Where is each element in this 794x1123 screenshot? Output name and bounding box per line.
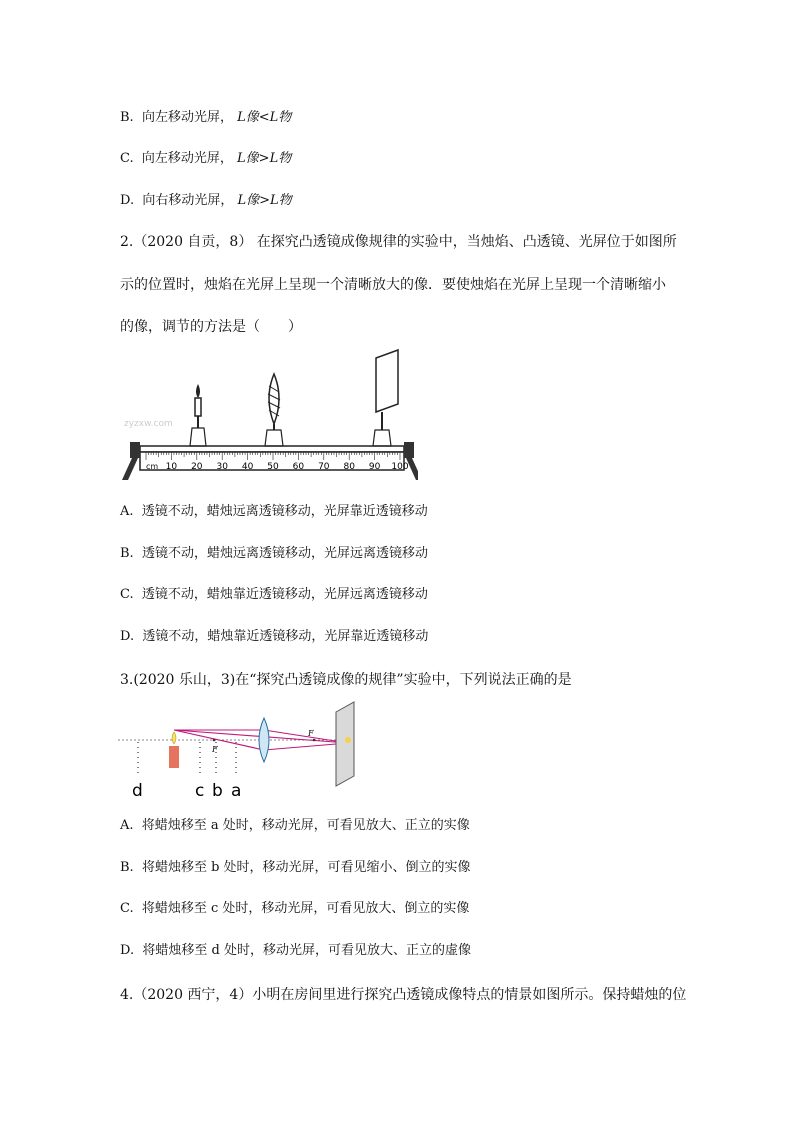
scale-label: 40 xyxy=(241,462,254,472)
scale-label: 10 xyxy=(165,462,178,472)
option-text: 将蜡烛移至 c 处时，移动光屏，可看见放大、倒立的实像 xyxy=(141,901,470,916)
option-relation: L像<L物 xyxy=(237,110,292,125)
position-label-a: a xyxy=(231,781,242,800)
bench-rail xyxy=(122,442,418,480)
scale-label: 90 xyxy=(368,462,381,472)
option-relation: L像>L物 xyxy=(237,193,292,208)
unit-label: cm xyxy=(146,462,159,471)
watermark: zyzxw.com xyxy=(124,419,173,429)
q2-stem-line3: 的像，调节的方法是（ ） xyxy=(120,319,302,335)
ray-diagram-figure xyxy=(118,700,378,800)
q2-stem-line1: 2.（2020 自贡，8） 在探究凸透镜成像规律的实验中，当烛焰、凸透镜、光屏位于如图所 xyxy=(120,234,677,250)
option-text: 透镜不动，蜡烛靠近透镜移动，光屏靠近透镜移动 xyxy=(142,629,429,644)
option-letter: B. xyxy=(120,860,134,875)
scale-label: 30 xyxy=(216,462,228,472)
option-letter: A. xyxy=(120,818,134,833)
option-letter: B. xyxy=(120,110,134,125)
q3-option-d xyxy=(120,942,471,960)
option-text: 向右移动光屏， xyxy=(142,193,234,208)
option-letter: C. xyxy=(120,151,134,166)
q3-option-b xyxy=(120,859,471,877)
convex-lens xyxy=(259,718,269,762)
position-label-d: d xyxy=(132,781,143,800)
option-letter: D. xyxy=(120,193,135,208)
q2-option-c xyxy=(120,586,428,604)
q2-option-b xyxy=(120,545,428,563)
scale-label: 20 xyxy=(191,462,203,472)
option-text: 将蜡烛移至 a 处时，移动光屏，可看见放大、正立的实像 xyxy=(141,818,470,833)
convex-lens xyxy=(265,374,283,446)
option-relation: L像>L物 xyxy=(237,151,292,166)
option-letter: C. xyxy=(120,587,134,602)
q1-option-c xyxy=(120,150,291,168)
option-letter: C. xyxy=(120,901,134,916)
q4-stem-line1: 4.（2020 西宁，4）小明在房间里进行探究凸透镜成像特点的情景如图所示。保持蜡烛的位 xyxy=(120,987,687,1003)
q2-option-a xyxy=(120,503,428,521)
option-text: 向左移动光屏， xyxy=(141,151,233,166)
option-text: 透镜不动，蜡烛远离透镜移动，光屏靠近透镜移动 xyxy=(141,504,428,519)
option-text: 透镜不动，蜡烛靠近透镜移动，光屏远离透镜移动 xyxy=(141,587,428,602)
scale-label: 80 xyxy=(343,462,355,472)
scale-label: 100 xyxy=(391,462,409,472)
option-text: 将蜡烛移至 d 处时，移动光屏，可看见放大、正立的虚像 xyxy=(142,943,471,958)
svg-text:F: F xyxy=(212,745,218,754)
scale-label: 60 xyxy=(292,462,305,472)
light-screen xyxy=(336,702,354,786)
candle xyxy=(169,746,179,768)
option-text: 透镜不动，蜡烛远离透镜移动，光屏远离透镜移动 xyxy=(141,546,428,561)
q3-stem: 3.(2020 乐山，3)在“探究凸透镜成像的规律”实验中，下列说法正确的是 xyxy=(120,672,572,688)
q3-option-c xyxy=(120,900,469,918)
option-letter: A. xyxy=(120,504,134,519)
option-letter: B. xyxy=(120,546,134,561)
position-label-c: c xyxy=(195,781,205,800)
svg-text:F: F xyxy=(308,729,314,738)
q1-option-b xyxy=(120,109,291,127)
option-text: 向左移动光屏， xyxy=(141,110,233,125)
option-letter: D. xyxy=(120,943,135,958)
q1-option-d xyxy=(120,192,292,210)
option-letter: D. xyxy=(120,629,135,644)
position-label-b: b xyxy=(212,781,223,800)
q2-stem-line2: 示的位置时，烛焰在光屏上呈现一个清晰放大的像．要使烛焰在光屏上呈现一个清晰缩小 xyxy=(120,277,666,293)
option-text: 将蜡烛移至 b 处时，移动光屏，可看见缩小、倒立的实像 xyxy=(141,860,471,875)
scale-label: 50 xyxy=(267,462,279,472)
q2-option-d xyxy=(120,628,428,646)
candle xyxy=(190,384,206,446)
optical-bench-figure xyxy=(118,346,418,486)
q3-option-a xyxy=(120,817,470,835)
light-screen xyxy=(373,350,398,446)
scale-label: 70 xyxy=(318,462,330,472)
